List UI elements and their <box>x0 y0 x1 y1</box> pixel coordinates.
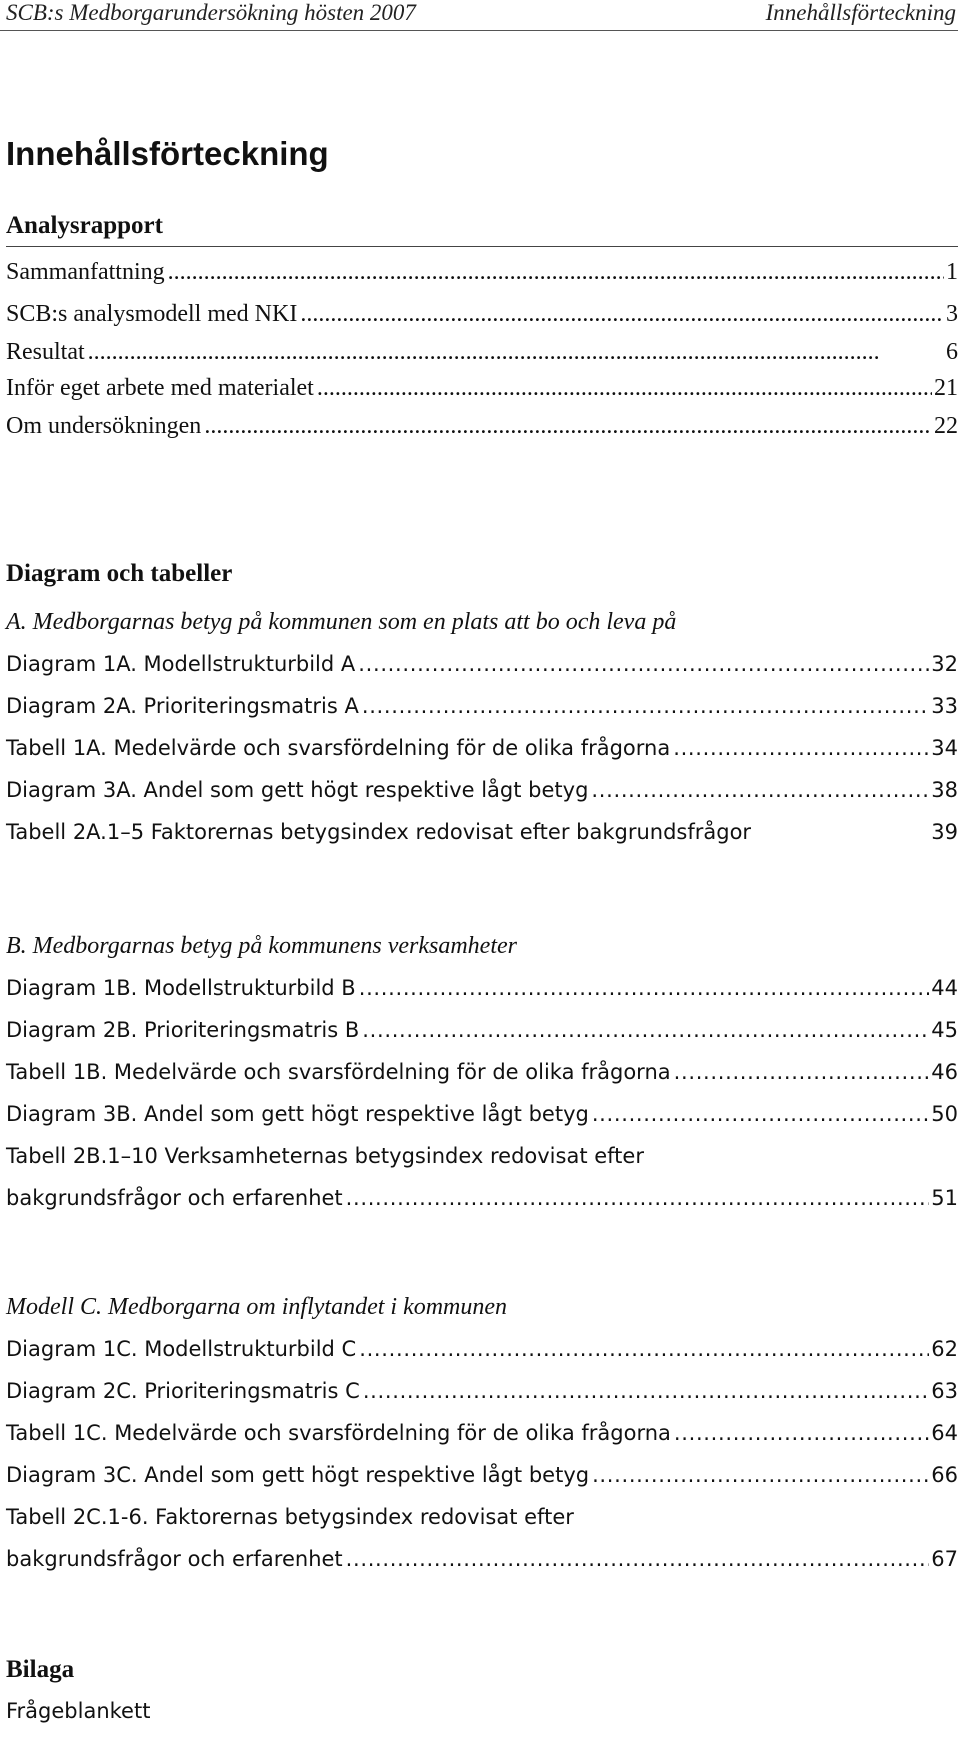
toc-entry-label: Resultat <box>6 339 85 365</box>
dot-leader <box>362 685 929 727</box>
toc-entry-page: 1 <box>946 259 958 285</box>
dot-leader <box>674 1412 929 1454</box>
toc-entry-wrapped-line2[interactable] <box>6 1177 958 1219</box>
dot-leader <box>592 1454 929 1496</box>
toc-entry-page: 63 <box>931 1379 958 1403</box>
toc-entry-label: Tabell 2A.1–5 Faktorernas betygsindex redovisat efter bakgrundsfrågor <box>6 820 752 844</box>
toc-entry[interactable] <box>6 1051 958 1093</box>
toc-entry-page: 32 <box>931 652 958 676</box>
header-section-title: Innehållsförteckning <box>765 0 956 25</box>
toc-entry-wrapped-line2[interactable] <box>6 1538 958 1580</box>
toc-entry-label: Tabell 2C.1-6. Faktorernas betygsindex redovisat efter <box>6 1505 574 1529</box>
toc-entry-label: Diagram 2C. Prioriteringsmatris C <box>6 1379 360 1403</box>
toc-entry[interactable] <box>6 1412 958 1454</box>
toc-entry-label: Diagram 2A. Prioriteringsmatris A <box>6 694 359 718</box>
toc-entry-label: Diagram 2B. Prioriteringsmatris B <box>6 1018 360 1042</box>
toc-entry[interactable] <box>6 1370 958 1412</box>
dot-leader <box>358 643 929 685</box>
toc-entry-label: Diagram 3C. Andel som gett högt respektive lågt betyg <box>6 1463 590 1487</box>
toc-entry-label: bakgrundsfrågor och erfarenhet <box>6 1547 343 1571</box>
toc-entry[interactable] <box>6 251 958 293</box>
toc-entry[interactable] <box>6 293 958 336</box>
toc-entry-label: Diagram 1B. Modellstrukturbild B <box>6 976 356 1000</box>
running-header <box>0 0 958 31</box>
toc-entry[interactable] <box>6 1009 958 1051</box>
toc-entry-page: 62 <box>931 1337 958 1361</box>
toc-entry-page: 45 <box>931 1018 958 1042</box>
toc-entry[interactable] <box>6 643 958 685</box>
toc-entry-page: 66 <box>931 1463 958 1487</box>
dot-leader <box>363 1370 929 1412</box>
section-a <box>6 601 958 853</box>
toc-entry-page: 39 <box>931 820 958 844</box>
toc-entry-label: bakgrundsfrågor och erfarenhet <box>6 1186 343 1210</box>
section-a-title: A. Medborgarnas betyg på kommunen som en plats att bo och leva på <box>6 609 677 635</box>
section-heading-bilaga: Bilaga <box>6 1656 75 1683</box>
toc-entry-page: 46 <box>931 1060 958 1084</box>
toc-entry-label: Diagram 3B. Andel som gett högt respektive lågt betyg <box>6 1102 589 1126</box>
section-b-title: B. Medborgarnas betyg på kommunens verksamheter <box>6 933 517 959</box>
toc-entry[interactable] <box>6 1093 958 1135</box>
toc-entry-label: Om undersökningen <box>6 413 202 439</box>
toc-entry-page: 51 <box>931 1186 958 1210</box>
bilaga-entry[interactable]: Frågeblankett <box>6 1699 151 1723</box>
toc-entry[interactable] <box>6 811 958 853</box>
toc-entry[interactable] <box>6 769 958 811</box>
dot-leader <box>362 1009 929 1051</box>
toc-entry[interactable] <box>6 967 958 1009</box>
toc-entry-page: 3 <box>946 301 958 327</box>
dot-leader <box>591 769 929 811</box>
toc-entry[interactable] <box>6 336 958 368</box>
toc-entry-wrapped-line1[interactable] <box>6 1135 958 1177</box>
toc-entry[interactable] <box>6 408 958 444</box>
section-heading-diagram-och-tabeller: Diagram och tabeller <box>6 560 233 587</box>
section-b <box>6 925 958 1219</box>
toc-entry-page: 21 <box>934 375 958 401</box>
dot-leader <box>88 336 944 368</box>
toc-entry-label: Diagram 1A. Modellstrukturbild A <box>6 652 356 676</box>
page-title: Innehållsförteckning <box>6 135 329 172</box>
toc-entry-page: 64 <box>931 1421 958 1445</box>
toc-entry-page: 33 <box>931 694 958 718</box>
section-analysrapport <box>6 206 958 444</box>
section-bilaga <box>6 1650 958 1732</box>
toc-entry-label: Tabell 1B. Medelvärde och svarsfördelning för de olika frågorna <box>6 1060 671 1084</box>
toc-entry[interactable] <box>6 368 958 408</box>
dot-leader <box>346 1177 930 1219</box>
toc-entry-page: 22 <box>934 413 958 439</box>
toc-entry-page: 67 <box>931 1547 958 1571</box>
toc-entry-label: Sammanfattning <box>6 259 165 285</box>
toc-entry[interactable] <box>6 1328 958 1370</box>
toc-entry[interactable] <box>6 685 958 727</box>
dot-leader <box>317 368 932 408</box>
toc-entry-page: 38 <box>931 778 958 802</box>
toc-entry[interactable] <box>6 727 958 769</box>
header-report-title: SCB:s Medborgarundersökning hösten 2007 <box>6 0 416 25</box>
toc-entry-label: Diagram 1C. Modellstrukturbild C <box>6 1337 357 1361</box>
toc-entry-page: 44 <box>931 976 958 1000</box>
section-c-title: Modell C. Medborgarna om inflytandet i kommunen <box>6 1294 508 1320</box>
toc-entry-wrapped-line1[interactable] <box>6 1496 958 1538</box>
dot-leader <box>673 727 929 769</box>
toc-entry-label: Diagram 3A. Andel som gett högt respektive lågt betyg <box>6 778 589 802</box>
toc-entry-label: Tabell 2B.1–10 Verksamheternas betygsindex redovisat efter <box>6 1144 644 1168</box>
dot-leader <box>300 293 944 336</box>
dot-leader <box>674 1051 930 1093</box>
toc-entry-label: Tabell 1C. Medelvärde och svarsfördelning för de olika frågorna <box>6 1421 671 1445</box>
toc-entry-page: 50 <box>931 1102 958 1126</box>
dot-leader <box>359 967 930 1009</box>
toc-entry-page: 34 <box>931 736 958 760</box>
dot-leader <box>204 408 932 444</box>
dot-leader <box>346 1538 930 1580</box>
dot-leader <box>592 1093 929 1135</box>
toc-entry-page: 6 <box>946 339 958 365</box>
toc-entry-label: Tabell 1A. Medelvärde och svarsfördelning för de olika frågorna <box>6 736 671 760</box>
dot-leader <box>168 251 944 293</box>
toc-entry[interactable] <box>6 1454 958 1496</box>
section-c <box>6 1286 958 1580</box>
section-heading-analysrapport: Analysrapport <box>6 206 958 247</box>
toc-entry-label: Inför eget arbete med materialet <box>6 375 314 401</box>
dot-leader <box>359 1328 929 1370</box>
toc-entry-label: SCB:s analysmodell med NKI <box>6 301 298 327</box>
